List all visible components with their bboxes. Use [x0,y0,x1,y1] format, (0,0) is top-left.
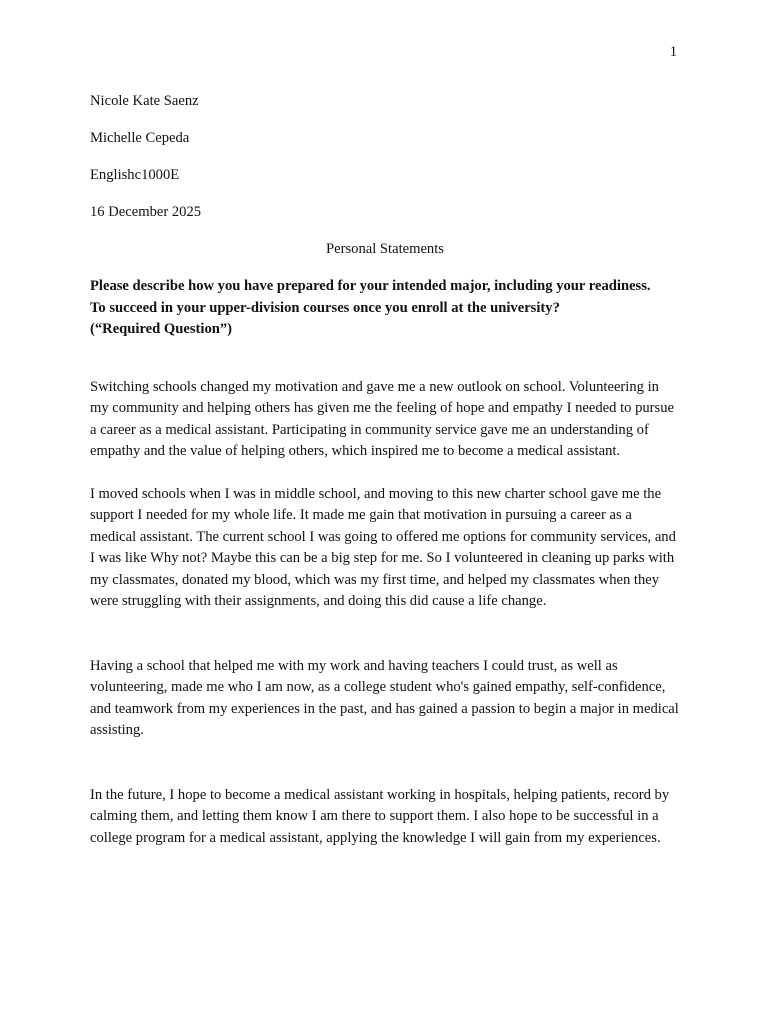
course-name: Englishc1000E [90,167,180,183]
page-number: 1 [669,44,677,60]
document-body [90,91,680,849]
document-date: 16 December 2025 [90,204,202,220]
body-paragraph-1: Switching schools changed my motivation and gave me a new outlook on school. Volunteering in my community and helping others has given me the feeling of hope and empathy I needed to pursue a career as a medical assistant. Participating in community service gave me an understanding of empathy and the value of helping others, which inspired me to become a medical assistant. [90,378,674,459]
question-line-2: To succeed in your upper-division courses once you enroll at the university? [90,299,560,316]
document-title: Personal Statements [326,241,444,257]
student-name: Nicole Kate Saenz [90,93,199,109]
prompt-question [90,276,680,341]
body-paragraph-4: In the future, I hope to become a medical assistant working in hospitals, helping patients, record by calming them, and letting them know I am there to support them. I also hope to be successful in a college program for a medical assistant, applying the knowledge I will gain from my experiences. [90,786,670,846]
question-line-1: Please describe how you have prepared for your intended major, including your readiness. [90,278,651,294]
body-paragraph-3: Having a school that helped me with my work and having teachers I could trust, as well as volunteering, made me who I am now, as a college student who's gained empathy, self-confidence, and teamwork from my experiences in the past, and has gained a passion to begin a major in medical assisting. [90,657,679,738]
question-line-3: (“Required Question”) [90,321,233,337]
body-paragraph-2: I moved schools when I was in middle school, and moving to this new charter school gave me the support I needed for my whole life. It made me gain that motivation in pursuing a career as a medical assistant. The current school I was going to offered me options for community services, and I was like Why not? Maybe this can be a big step for me. So I volunteered in cleaning up parks with my classmates, donated my blood, which was my first time, and helped my classmates when they were struggling with their assignments, and doing this did cause a life change. [90,485,676,609]
instructor-name: Michelle Cepeda [90,130,190,146]
